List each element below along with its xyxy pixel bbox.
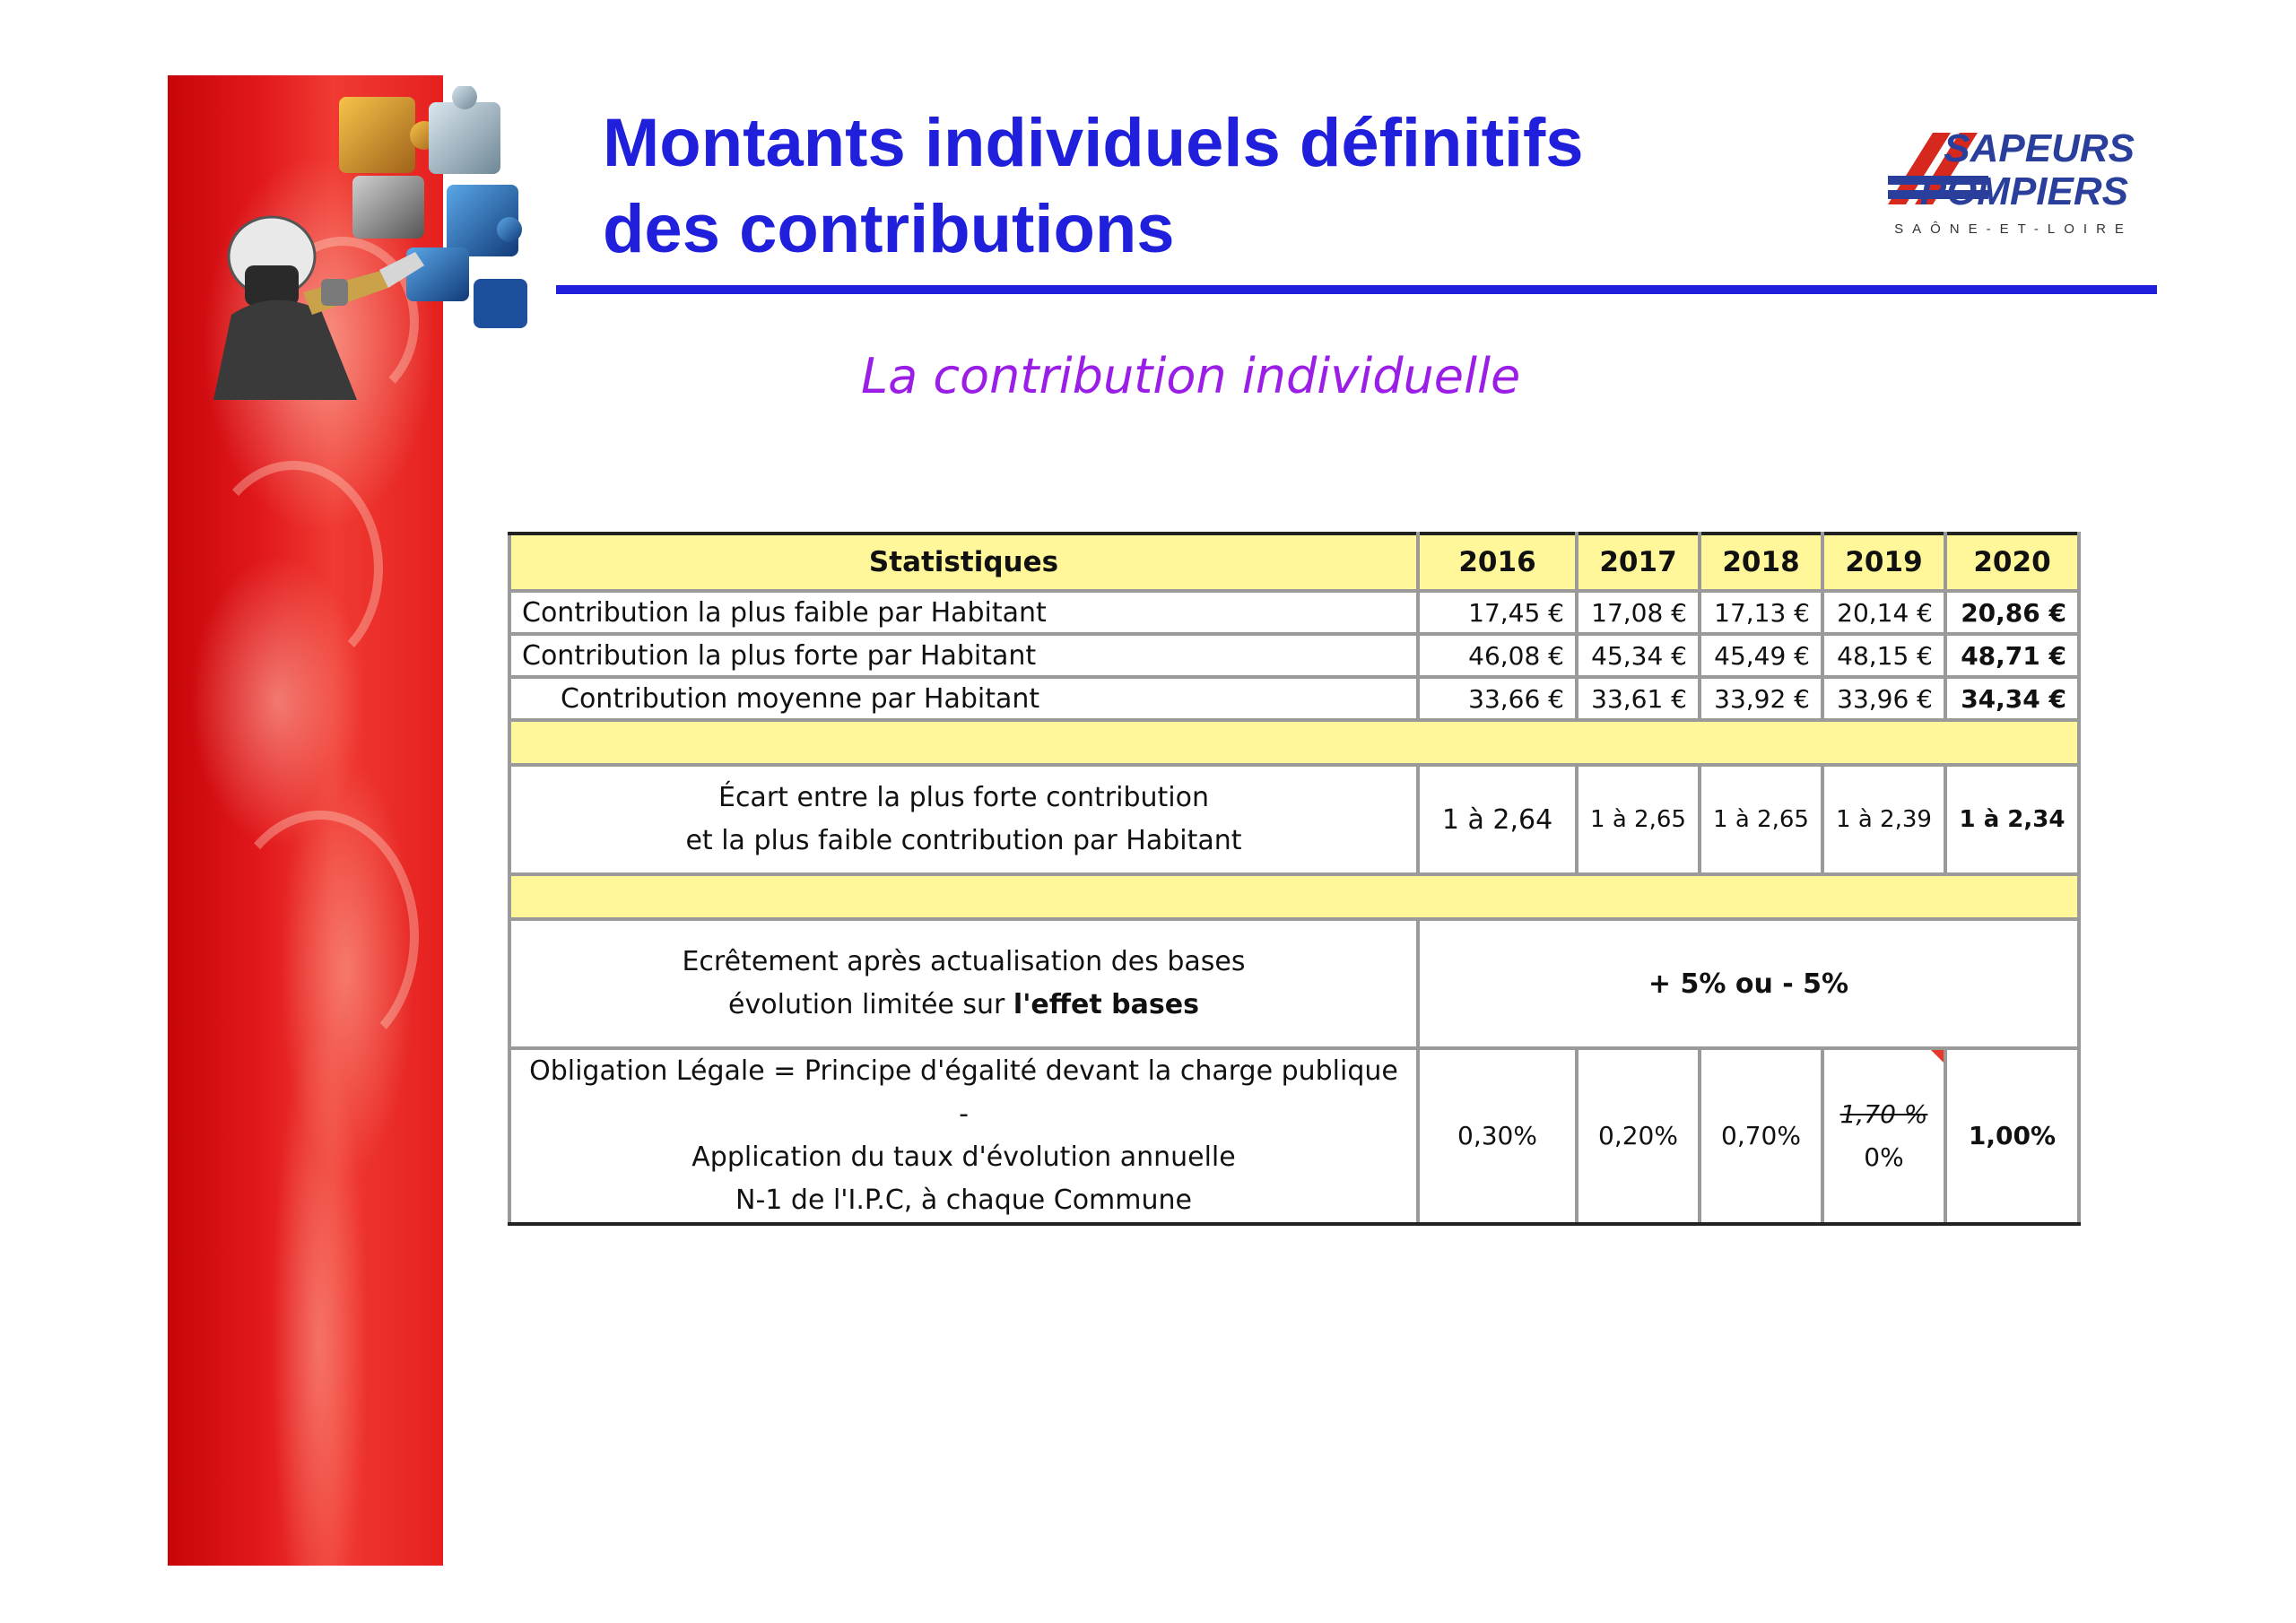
- spacer-row: [509, 874, 2079, 919]
- cell-value: 33,96 €: [1822, 677, 1945, 720]
- table-row: [509, 591, 2079, 634]
- page-title: [603, 100, 1584, 273]
- header-year: 2020: [1945, 534, 2079, 591]
- cell-value: 0,20%: [1577, 1048, 1700, 1224]
- struck-value: 1,70 %: [1839, 1099, 1928, 1129]
- obligation-label-line-1: Obligation Légale = Principe d'égalité devant la charge publique -: [529, 1055, 1398, 1130]
- logo-text-sapeurs: SAPEURS: [1944, 126, 2135, 170]
- table-row-ecart: [509, 765, 2079, 874]
- cell-value: 48,15 €: [1822, 634, 1945, 677]
- smoke-swirl: [204, 461, 383, 676]
- cell-value: 1 à 2,64: [1418, 765, 1577, 874]
- cell-value: 1 à 2,34: [1945, 765, 2079, 874]
- smoke-swirl: [222, 811, 419, 1062]
- cell-value: 45,34 €: [1577, 634, 1700, 677]
- table-row-ecretement: [509, 919, 2079, 1048]
- ecretement-label-prefix: évolution limitée sur: [728, 989, 1013, 1020]
- ecretement-label-bold: l'effet bases: [1013, 989, 1199, 1020]
- sapeurs-pompiers-logo: [1879, 124, 2139, 240]
- title-line-2: des contributions: [603, 191, 1175, 267]
- header-year: 2017: [1577, 534, 1700, 591]
- row-label: Contribution moyenne par Habitant: [509, 677, 1418, 720]
- row-label: [509, 919, 1418, 1048]
- obligation-label-line-3: N-1 de l'I.P.C, à chaque Commune: [735, 1185, 1192, 1216]
- cell-value: 1 à 2,65: [1700, 765, 1822, 874]
- cell-value: 48,71 €: [1945, 634, 2079, 677]
- subtitle: La contribution individuelle: [861, 348, 1521, 404]
- cell-value: 34,34 €: [1945, 677, 2079, 720]
- corrected-value: 0%: [1864, 1142, 1904, 1172]
- logo-text-pompiers: POMPIERS: [1919, 169, 2128, 213]
- cell-value: 33,66 €: [1418, 677, 1577, 720]
- cell-value: 1,00%: [1945, 1048, 2079, 1224]
- cell-value: 33,92 €: [1700, 677, 1822, 720]
- cell-value: 20,14 €: [1822, 591, 1945, 634]
- header-year: 2019: [1822, 534, 1945, 591]
- cell-value: 1 à 2,39: [1822, 765, 1945, 874]
- header-statistiques: Statistiques: [509, 534, 1418, 591]
- contribution-statistics-table: [508, 532, 2081, 1226]
- title-underline: [556, 285, 2157, 294]
- cell-value: 17,13 €: [1700, 591, 1822, 634]
- row-label: Contribution la plus forte par Habitant: [509, 634, 1418, 677]
- header-year: 2016: [1418, 534, 1577, 591]
- cell-value: 17,45 €: [1418, 591, 1577, 634]
- table-header-row: [509, 534, 2079, 591]
- ecretement-label-line-1: Ecrêtement après actualisation des bases: [682, 946, 1246, 977]
- cell-value: 46,08 €: [1418, 634, 1577, 677]
- table-row: [509, 677, 2079, 720]
- cell-value: 1 à 2,65: [1577, 765, 1700, 874]
- ecart-label-line-1: Écart entre la plus forte contribution: [718, 782, 1209, 813]
- cell-value: 0,70%: [1700, 1048, 1822, 1224]
- row-label: [509, 765, 1418, 874]
- row-label: Contribution la plus faible par Habitant: [509, 591, 1418, 634]
- firefighter-body: [213, 300, 357, 400]
- ecart-label-line-2: et la plus faible contribution par Habitant: [685, 825, 1242, 856]
- comment-indicator-icon: [1931, 1050, 1944, 1063]
- row-label: [509, 1048, 1418, 1224]
- table-row-obligation: [509, 1048, 2079, 1224]
- puzzle-firefighter-illustration: [204, 86, 572, 400]
- title-line-1: Montants individuels définitifs: [603, 105, 1584, 181]
- header-year: 2018: [1700, 534, 1822, 591]
- logo-text-region: SAÔNE-ET-LOIRE: [1894, 221, 2133, 237]
- ecretement-label-line-2: [522, 984, 1405, 1027]
- obligation-label-line-2: Application du taux d'évolution annuelle: [691, 1141, 1236, 1173]
- cell-value: 17,08 €: [1577, 591, 1700, 634]
- ecretement-value: + 5% ou - 5%: [1418, 919, 2079, 1048]
- spacer-row: [509, 720, 2079, 765]
- cell-value: 45,49 €: [1700, 634, 1822, 677]
- puzzle-piece-gold: [339, 97, 415, 173]
- puzzle-piece-grey: [352, 176, 424, 239]
- puzzle-piece-steel: [429, 102, 500, 174]
- cell-value: 0,30%: [1418, 1048, 1577, 1224]
- cell-value: 20,86 €: [1945, 591, 2079, 634]
- table-row: [509, 634, 2079, 677]
- cell-value: 33,61 €: [1577, 677, 1700, 720]
- cell-value-2019: [1822, 1048, 1945, 1224]
